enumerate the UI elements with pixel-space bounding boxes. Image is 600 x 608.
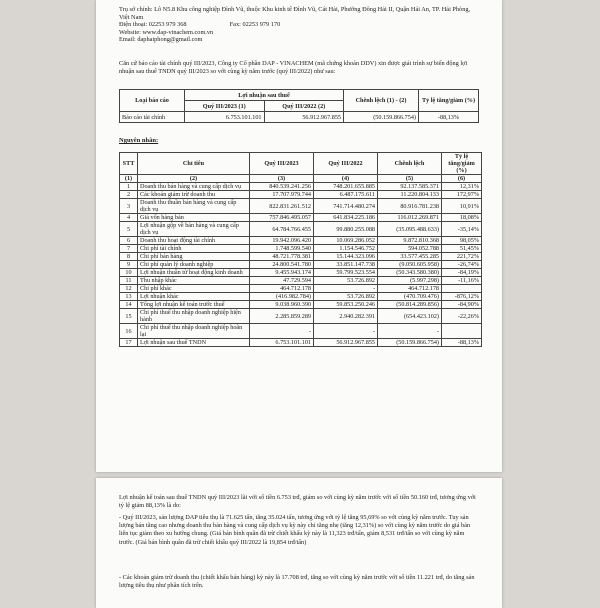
table-row: [120, 222, 482, 237]
company-header: [119, 6, 479, 44]
detail-cell-name: Chi phí thuế thu nhập doanh nghiệp hiện hành: [138, 309, 250, 324]
detail-cell-q2023: 24.800.541.780: [250, 261, 314, 269]
company-fax: Fax: 02253 979 170: [229, 21, 281, 29]
detail-cell-diff: 11.220.804.133: [378, 191, 442, 199]
detail-cell-ratio: 12,31%: [442, 183, 482, 191]
detail-cell-ratio: -22,26%: [442, 309, 482, 324]
detail-cell-diff: 116.012.269.871: [378, 214, 442, 222]
detail-cell-diff: (50.814.289.856): [378, 301, 442, 309]
detail-cell-name: Doanh thu bán hàng và cung cấp dịch vụ: [138, 183, 250, 191]
detail-cell-q2022: 1.154.546.752: [314, 245, 378, 253]
detail-cell-ratio: [442, 324, 482, 339]
detail-header-q2022: Quý III/2022: [314, 153, 378, 175]
detail-cell-diff: 80.916.781.238: [378, 199, 442, 214]
table-row: [120, 285, 482, 293]
summary-header-diff: Chênh lệch (1) - (2): [344, 90, 419, 112]
table-row: [120, 277, 482, 285]
detail-cell-q2023: 822.831.261.512: [250, 199, 314, 214]
detail-header-stt: STT: [120, 153, 138, 175]
detail-subheader: (2): [138, 175, 250, 183]
detail-cell-diff: (9.050.605.958): [378, 261, 442, 269]
detail-cell-name: Chi phí khác: [138, 285, 250, 293]
detail-cell-q2022: 53.726.892: [314, 293, 378, 301]
detail-cell-q2022: 59.853.250.246: [314, 301, 378, 309]
detail-cell-stt: 15: [120, 309, 138, 324]
detail-cell-q2023: 2.285.859.289: [250, 309, 314, 324]
detail-cell-stt: 10: [120, 269, 138, 277]
detail-cell-q2022: 641.834.225.186: [314, 214, 378, 222]
table-row: [120, 261, 482, 269]
detail-cell-q2023: 19.942.096.420: [250, 237, 314, 245]
detail-cell-diff: (654.423.102): [378, 309, 442, 324]
detail-cell-ratio: 10,91%: [442, 199, 482, 214]
detail-header-item: Chỉ tiêu: [138, 153, 250, 175]
company-address: Trụ sở chính: Lô N5.8 Khu công nghiệp Đình Vũ, thuộc Khu kinh tế Đình Vũ, Cát Hải, Phường Đông Hải II, Quận Hải An, TP. Hải Phòng, Việt Nam: [119, 6, 471, 21]
detail-cell-stt: 9: [120, 261, 138, 269]
detail-cell-q2022: 15.144.323.096: [314, 253, 378, 261]
detail-cell-q2023: 9.455.943.174: [250, 269, 314, 277]
detail-cell-q2022: 10.069.286.052: [314, 237, 378, 245]
detail-cell-name: Doanh thu thuần bán hàng và cung cấp dịch vụ: [138, 199, 250, 214]
summary-header-ratio: Tỷ lệ tăng/giảm (%): [419, 90, 479, 112]
detail-cell-name: Lợi nhuận sau thuế TNDN: [138, 339, 250, 347]
detail-cell-ratio: -84,90%: [442, 301, 482, 309]
summary-cell-label: Báo cáo tài chính: [120, 112, 185, 123]
contact-line: [119, 21, 479, 29]
detail-cell-name: Tổng lợi nhuận kế toán trước thuế: [138, 301, 250, 309]
detail-cell-name: Lợi nhuận gộp về bán hàng và cung cấp dịch vụ: [138, 222, 250, 237]
detail-cell-ratio: -11,16%: [442, 277, 482, 285]
document-page-2: [96, 478, 502, 608]
detail-cell-stt: 2: [120, 191, 138, 199]
summary-header-row: [120, 90, 479, 101]
detail-cell-q2023: 757.846.495.057: [250, 214, 314, 222]
company-phone: Điện thoại: 02253 979 368: [119, 21, 187, 29]
table-row: [120, 309, 482, 324]
table-row: [120, 199, 482, 214]
detail-cell-stt: 17: [120, 339, 138, 347]
summary-header-q2023: Quý III/2023 (1): [185, 101, 265, 112]
detail-cell-stt: 1: [120, 183, 138, 191]
detail-table: [119, 152, 482, 347]
detail-cell-q2023: 48.721.778.381: [250, 253, 314, 261]
detail-subheader: (3): [250, 175, 314, 183]
detail-cell-q2022: 99.880.255.088: [314, 222, 378, 237]
detail-cell-name: Chi phí quản lý doanh nghiệp: [138, 261, 250, 269]
detail-cell-q2023: 17.707.979.744: [250, 191, 314, 199]
detail-cell-name: Chi phí bán hàng: [138, 253, 250, 261]
detail-cell-diff: -: [378, 324, 442, 339]
detail-cell-name: Các khoản giảm trừ doanh thu: [138, 191, 250, 199]
document-page-1: [96, 0, 502, 472]
detail-cell-ratio: -84,19%: [442, 269, 482, 277]
detail-cell-stt: 8: [120, 253, 138, 261]
detail-header-q2023: Quý III/2023: [250, 153, 314, 175]
summary-header-q2022: Quý III/2022 (2): [264, 101, 344, 112]
table-row: [120, 324, 482, 339]
summary-cell-q2022: 56.912.967.855: [264, 112, 344, 123]
detail-header-ratio: Tỷ lệ tăng/giảm (%): [442, 153, 482, 175]
detail-cell-ratio: 221,72%: [442, 253, 482, 261]
detail-cell-q2023: 6.753.101.101: [250, 339, 314, 347]
detail-cell-name: Doanh thu hoạt động tài chính: [138, 237, 250, 245]
detail-cell-q2022: -: [314, 324, 378, 339]
table-row: [120, 253, 482, 261]
detail-cell-diff: (470.709.476): [378, 293, 442, 301]
detail-cell-diff: 594.052.788: [378, 245, 442, 253]
detail-cell-ratio: 51,45%: [442, 245, 482, 253]
detail-cell-q2022: 56.912.967.855: [314, 339, 378, 347]
table-row: [120, 301, 482, 309]
table-row: [120, 293, 482, 301]
detail-cell-diff: (50.159.866.754): [378, 339, 442, 347]
detail-cell-ratio: 98,05%: [442, 237, 482, 245]
explanation-paragraph-2: - Quý III/2023, sản lượng DAP tiêu thụ là 71.625 tấn, tăng 35.024 tấn, tương ứng với tỷ lệ tăng 95,69% so với cùng kỳ năm trước. Tuy sản lượng bán tăng cao nhưng doanh thu bán hàng và cung cấp dịch vụ kỳ này chỉ tăng nhẹ (tăng 12,31%) so với cùng kỳ năm trước do giá bán liên tục giảm theo xu hướng chung. (Giá bán bình quân đã trừ chiết khấu kỳ này là 11,323 trđ/tấn, giảm 8,531 trđ/tấn so với cùng kỳ năm trước. (Giá bán bình quân đã trừ chiết khấu quý III/2022 là 19,854 trđ/tấn): [119, 514, 471, 546]
detail-cell-q2023: 1.748.599.540: [250, 245, 314, 253]
detail-cell-stt: 4: [120, 214, 138, 222]
table-row: [120, 339, 482, 347]
detail-cell-stt: 16: [120, 324, 138, 339]
detail-cell-q2023: 464.712.178: [250, 285, 314, 293]
detail-cell-diff: (5.997.298): [378, 277, 442, 285]
summary-cell-q2023: 6.753.101.101: [185, 112, 265, 123]
detail-header-diff: Chênh lệch: [378, 153, 442, 175]
detail-cell-name: Lợi nhuận thuần từ hoạt động kinh doanh: [138, 269, 250, 277]
detail-cell-stt: 13: [120, 293, 138, 301]
detail-cell-q2023: -: [250, 324, 314, 339]
detail-cell-diff: (35.095.488.633): [378, 222, 442, 237]
detail-cell-ratio: -26,74%: [442, 261, 482, 269]
detail-table-body: [120, 183, 482, 347]
detail-cell-ratio: [442, 285, 482, 293]
table-row: [120, 269, 482, 277]
detail-subheader-row: [120, 175, 482, 183]
detail-cell-q2022: 6.487.175.611: [314, 191, 378, 199]
summary-cell-diff: (50.159.866.754): [344, 112, 419, 123]
detail-cell-diff: 9.872.810.368: [378, 237, 442, 245]
detail-cell-stt: 11: [120, 277, 138, 285]
summary-header-report: Loại báo cáo: [120, 90, 185, 112]
detail-cell-diff: (50.343.580.380): [378, 269, 442, 277]
table-row: [120, 214, 482, 222]
detail-cell-q2023: 64.784.766.455: [250, 222, 314, 237]
detail-cell-name: Giá vốn hàng bán: [138, 214, 250, 222]
detail-cell-name: Thu nhập khác: [138, 277, 250, 285]
detail-cell-q2023: 47.729.594: [250, 277, 314, 285]
detail-cell-ratio: -876,12%: [442, 293, 482, 301]
detail-cell-name: Chi phí thuế thu nhập doanh nghiệp hoãn lại: [138, 324, 250, 339]
summary-data-row: [120, 112, 479, 123]
detail-cell-ratio: 172,97%: [442, 191, 482, 199]
summary-table: [119, 89, 479, 123]
detail-subheader: (4): [314, 175, 378, 183]
detail-cell-q2022: 59.799.523.554: [314, 269, 378, 277]
detail-cell-q2023: 840.539.241.256: [250, 183, 314, 191]
table-row: [120, 237, 482, 245]
detail-cell-ratio: -88,13%: [442, 339, 482, 347]
detail-cell-q2022: 2.940.282.391: [314, 309, 378, 324]
summary-cell-ratio: -88,13%: [419, 112, 479, 123]
detail-cell-q2023: 9.038.960.390: [250, 301, 314, 309]
detail-cell-q2022: 33.851.147.738: [314, 261, 378, 269]
detail-cell-diff: 92.137.585.371: [378, 183, 442, 191]
detail-cell-stt: 6: [120, 237, 138, 245]
detail-subheader: (1): [120, 175, 138, 183]
company-email: Email: daphaiphong@gmail.com: [119, 36, 203, 44]
detail-cell-ratio: -35,14%: [442, 222, 482, 237]
intro-paragraph: Căn cứ báo cáo tài chính quý III/2023, Công ty Cổ phần DAP - VINACHEM (mã chứng khoán DDV) xin được giải trình sự biến động lợi nhuận sau thuế TNDN quý III/2023 so với cùng kỳ năm trước (quý III/2022) như sau:: [119, 60, 468, 75]
detail-cell-q2022: 748.201.655.885: [314, 183, 378, 191]
explanation-paragraph-3: - Các khoản giảm trừ doanh thu (chiết khấu bán hàng) kỳ này là 17.708 trđ, tăng so với cùng kỳ năm trước với số tiền 11.221 trđ, do tăng sản lượng tiêu thụ như phân tích trên.: [119, 574, 475, 590]
detail-cell-diff: 464.712.178: [378, 285, 442, 293]
detail-cell-q2022: 741.714.480.274: [314, 199, 378, 214]
detail-cell-q2022: 53.726.892: [314, 277, 378, 285]
detail-cell-stt: 14: [120, 301, 138, 309]
detail-subheader: (5): [378, 175, 442, 183]
table-row: [120, 245, 482, 253]
table-row: [120, 183, 482, 191]
summary-header-profit: Lợi nhuận sau thuế: [185, 90, 344, 101]
detail-header-row: [120, 153, 482, 175]
detail-cell-name: Chi phí tài chính: [138, 245, 250, 253]
detail-cell-stt: 7: [120, 245, 138, 253]
detail-cell-name: Lợi nhuận khác: [138, 293, 250, 301]
detail-cell-diff: 33.577.455.285: [378, 253, 442, 261]
causes-heading: Nguyên nhân:: [119, 137, 159, 144]
detail-cell-stt: 5: [120, 222, 138, 237]
detail-cell-stt: 12: [120, 285, 138, 293]
detail-cell-q2023: (416.982.784): [250, 293, 314, 301]
table-row: [120, 191, 482, 199]
detail-subheader: (6): [442, 175, 482, 183]
company-website: Website: www.dap-vinachem.com.vn: [119, 28, 214, 36]
detail-cell-q2022: -: [314, 285, 378, 293]
explanation-paragraph-1: Lợi nhuận kế toán sau thuế TNDN quý III/2023 lãi với số tiền 6.753 trđ, giảm so với cùng kỳ năm trước với số tiền 50.160 trđ, tương ứng với tỷ lệ giảm 88,13% là do:: [119, 494, 476, 510]
detail-cell-stt: 3: [120, 199, 138, 214]
detail-cell-ratio: 18,08%: [442, 214, 482, 222]
